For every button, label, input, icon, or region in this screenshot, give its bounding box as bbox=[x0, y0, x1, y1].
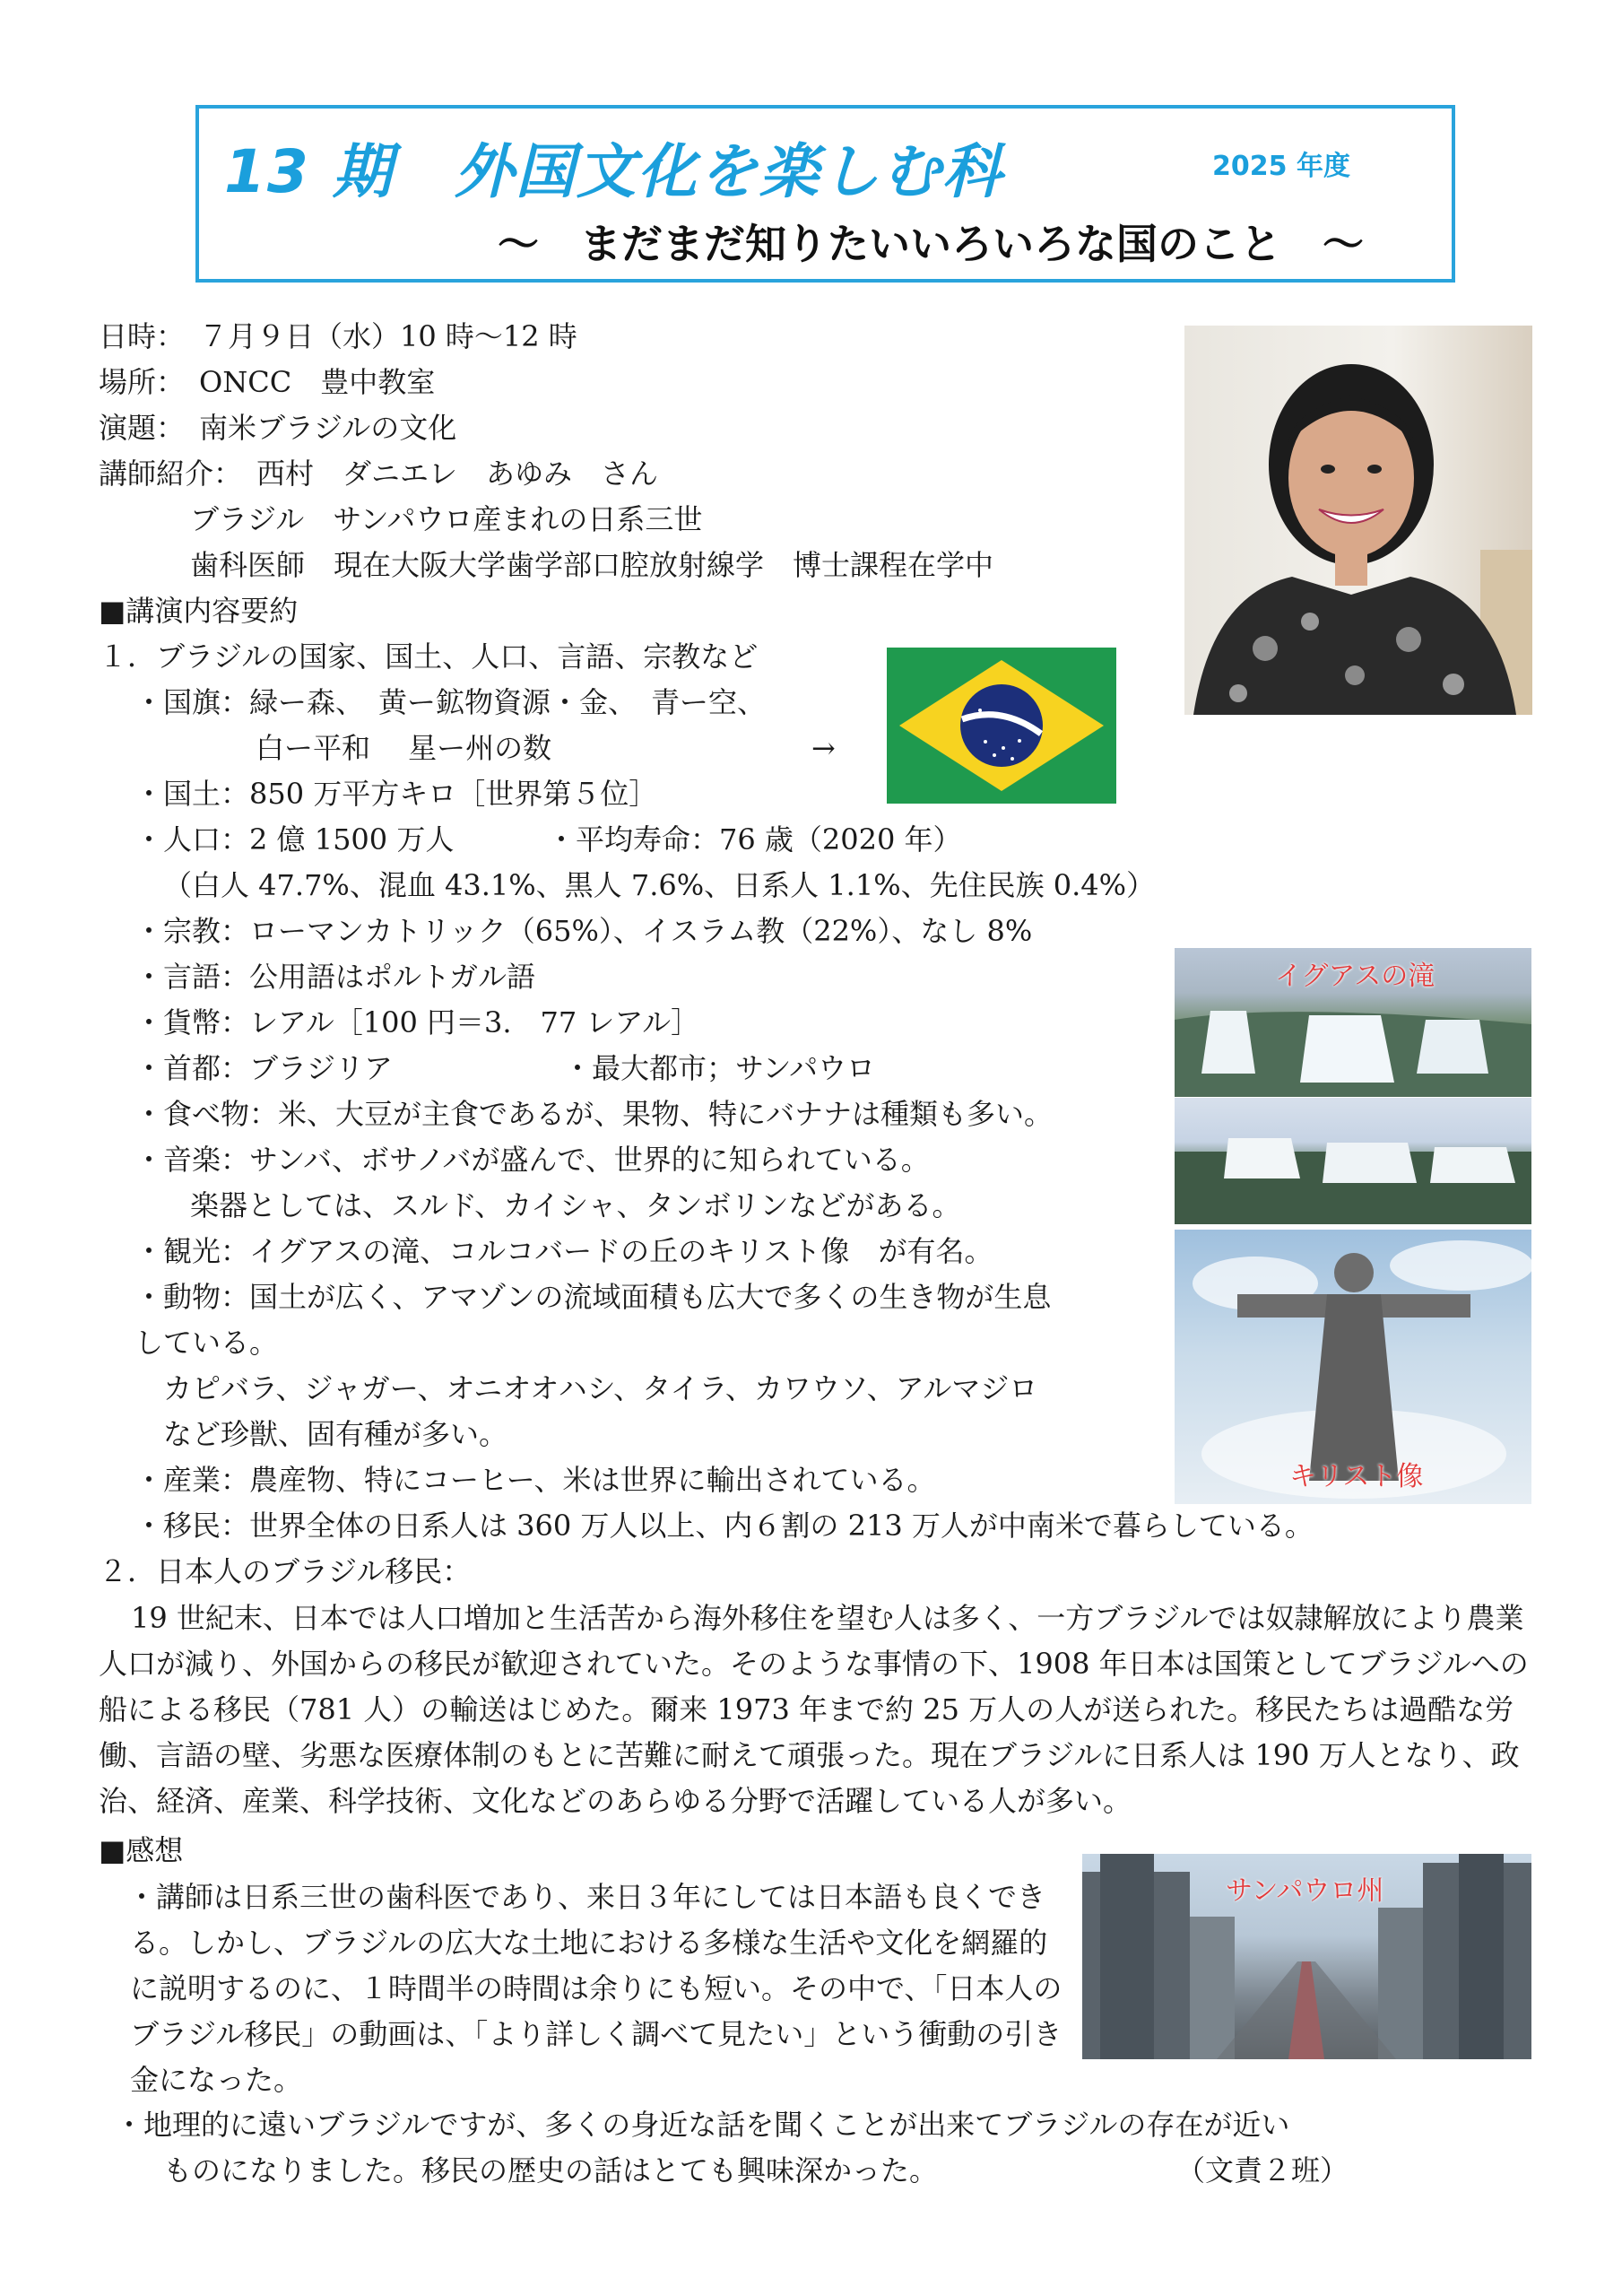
brazil-flag-image bbox=[887, 648, 1116, 804]
largest-city-line: ・最大都市；サンパウロ bbox=[563, 1051, 876, 1085]
christ-redeemer-label: キリスト像 bbox=[1289, 1461, 1424, 1492]
arrow-text: → bbox=[811, 731, 836, 765]
animals-line-2: している。 bbox=[134, 1326, 279, 1360]
impression-item-1: ・講師は日系三世の歯科医であり、来日３年にしては日本語も良くできる。しかし、ブラジルの広大な土地における多様な生活や文化を網羅的に説明するのに、１時間半の時間は余りにも短い。その中で、「日本人のブラジル移民」の動画は、「より詳しく調べて見たい」という衝動の引き金になった。 bbox=[127, 1880, 1063, 2097]
religion-line: ・宗教：ローマンカトリック（65%）、イスラム教（22%）、なし 8% bbox=[134, 914, 1033, 948]
impressions-heading: ■感想 bbox=[99, 1833, 184, 1867]
animals-line-4: など珍獣、固有種が多い。 bbox=[163, 1417, 508, 1451]
language-line: ・言語：公用語はポルトガル語 bbox=[134, 960, 536, 994]
iguazu-falls-label: イグアスの滝 bbox=[1275, 961, 1436, 992]
tourism-line: ・観光：イグアスの滝、コルコバードの丘のキリスト像 が有名。 bbox=[134, 1234, 993, 1268]
population-line: ・人口：2 億 1500 万人 bbox=[134, 822, 455, 857]
summary-heading: ■講演内容要約 bbox=[99, 594, 299, 628]
year-label: 2025 年度 bbox=[1212, 151, 1350, 182]
emigrants-line: ・移民：世界全体の日系人は 360 万人以上、内６割の 213 万人が中南米で暮らしている。 bbox=[134, 1509, 1314, 1543]
music-line-1: ・音楽：サンバ、ボサノバが盛んで、世界的に知られている。 bbox=[134, 1143, 930, 1177]
date-line: 日時： ７月９日（水）10 時～12 時 bbox=[99, 319, 577, 353]
industry-line: ・産業：農産物、特にコーヒー、米は世界に輸出されている。 bbox=[134, 1463, 936, 1497]
impression-item-2a: ・地理的に遠いブラジルですが、多くの身近な話を聞くことが出来てブラジルの存在が近い bbox=[115, 2108, 1290, 2142]
section-2-heading: ２．日本人のブラジル移民： bbox=[99, 1554, 472, 1588]
speaker-line: 講師紹介： 西村 ダニエレ あゆみ さん bbox=[99, 457, 659, 491]
animals-line-1: ・動物：国土が広く、アマゾンの流域面積も広大で多くの生き物が生息 bbox=[134, 1280, 1052, 1314]
land-line: ・国土：850 万平方キロ［世界第５位］ bbox=[134, 777, 658, 811]
flag-line-1: ・国旗：緑ー森、 黄ー鉱物資源・金、 青ー空、 bbox=[134, 685, 767, 719]
speaker-detail-2: 歯科医師 現在大阪大学歯学部口腔放射線学 博士課程在学中 bbox=[190, 548, 994, 582]
subtitle: ～ まだまだ知りたいいろいろな国のこと ～ bbox=[498, 220, 1364, 268]
section-1-heading: １．ブラジルの国家、国土、人口、言語、宗教など bbox=[99, 639, 759, 674]
music-line-2: 楽器としては、スルド、カイシャ、タンボリンなどがある。 bbox=[190, 1188, 961, 1222]
main-title: 13 期 外国文化を楽しむ科 bbox=[224, 137, 1003, 206]
iguazu-falls-photo-1 bbox=[1175, 948, 1531, 1097]
impression-item-2b: ものになりました。移民の歴史の話はとても興味深かった。 bbox=[163, 2153, 939, 2187]
speaker-portrait-photo bbox=[1184, 326, 1532, 715]
sao-paulo-label: サンパウロ州 bbox=[1226, 1875, 1384, 1907]
speaker-detail-1: ブラジル サンパウロ産まれの日系三世 bbox=[190, 502, 703, 536]
iguazu-falls-photo-2 bbox=[1175, 1098, 1531, 1224]
population-detail-line: （白人 47.7%、混血 43.1%、黒人 7.6%、日系人 1.1%、先住民族 0.4%） bbox=[163, 868, 1156, 902]
life-expectancy-line: ・平均寿命：76 歳（2020 年） bbox=[547, 822, 962, 857]
currency-line: ・貨幣：レアル［100 円＝3. 77 レアル］ bbox=[134, 1005, 700, 1039]
author-credit: （文責２班） bbox=[1176, 2153, 1349, 2187]
animals-line-3: カピバラ、ジャガー、オニオオハシ、タイラ、カワウソ、アルマジロ bbox=[163, 1371, 1038, 1405]
place-line: 場所： ONCC 豊中教室 bbox=[99, 365, 436, 399]
sao-paulo-photo bbox=[1082, 1854, 1531, 2059]
flag-line-2: 白ー平和 星ー州の数 bbox=[256, 731, 552, 765]
portrait-illustration bbox=[1184, 326, 1532, 715]
christ-redeemer-photo bbox=[1175, 1230, 1531, 1504]
section-2-body: 19 世紀末、日本では人口増加と生活苦から海外移住を望む人は多く、一方ブラジルでは奴隷解放により農業人口が減り、外国からの移民が歓迎されていた。そのような事情の下、1908 年日本は国策としてブラジルへの船による移民（781 人）の輸送はじめた。爾来 1973 年まで約 25 万人の人が送られた。移民たちは過酷な労働、言語の壁、劣悪な医療体制のもとに苦難に耐えて頑張った。現在ブラジルに日系人は 190 万人となり、政治、経済、産業、科学技術、文化などのあらゆる分野で活躍している人が多い。 bbox=[99, 1601, 1529, 1818]
falls-illustration-2 bbox=[1175, 1098, 1531, 1224]
capital-line: ・首都：ブラジリア bbox=[134, 1051, 394, 1085]
brazil-flag-icon bbox=[887, 648, 1116, 804]
food-line: ・食べ物：米、大豆が主食であるが、果物、特にバナナは種類も多い。 bbox=[134, 1097, 1054, 1131]
topic-line: 演題： 南米ブラジルの文化 bbox=[99, 411, 457, 445]
